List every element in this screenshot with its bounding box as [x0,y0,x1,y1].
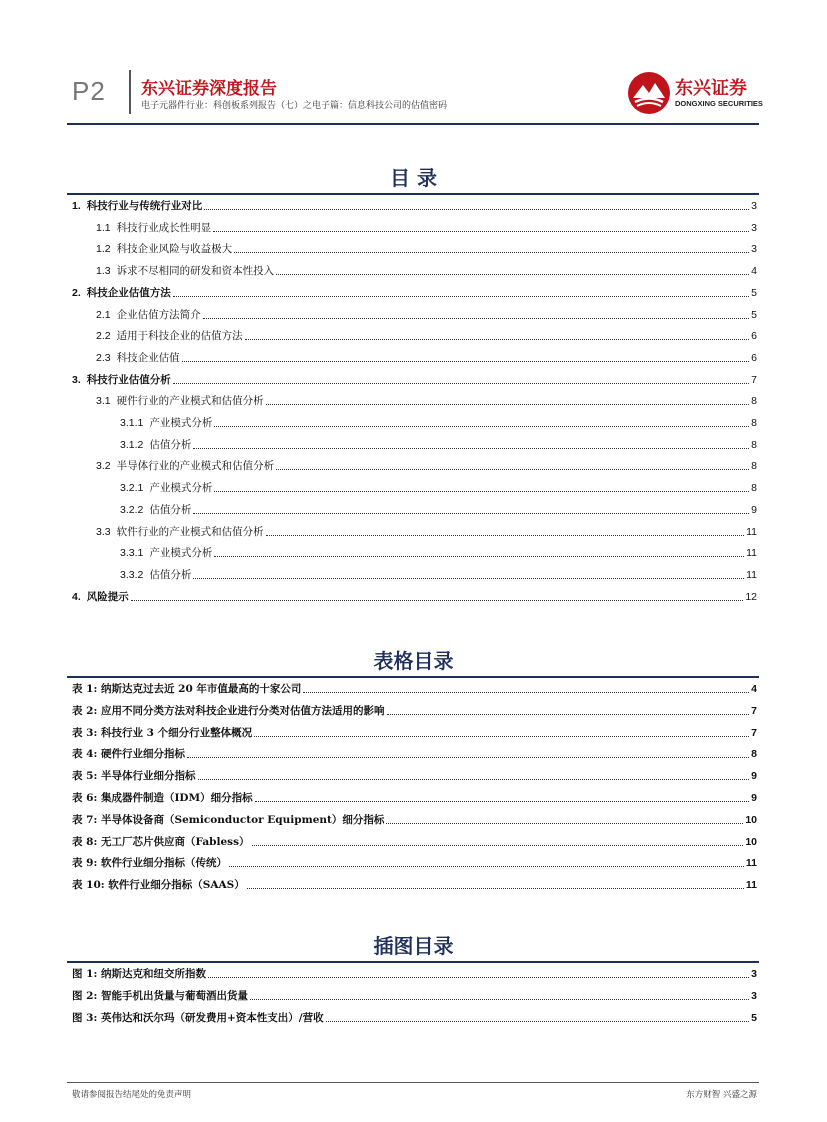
toc-entry-label: 科技企业风险与收益极大 [116,243,233,256]
dot-leader [255,800,750,802]
tables-toc-title: 表格目录 [373,649,454,673]
dot-leader [245,338,750,340]
footer-rule [67,1082,759,1083]
toc-entry-label: 企业估值方法简介 [116,308,201,321]
dot-leader [173,382,749,384]
toc-entry-page: 11 [746,525,757,538]
toc-entry-label: 硬件行业的产业模式和估值分析 [116,395,264,408]
toc-entry[interactable] [72,590,757,604]
toc-entry-page: 3 [751,221,757,234]
tables-toc-rule [67,676,759,678]
toc-entry-number: 3.2 [96,460,111,473]
toc-entry-label: 产业模式分析 [149,417,213,429]
table-list-entry[interactable] [72,704,757,718]
dot-leader [208,976,749,978]
dot-leader [203,317,750,319]
table-list-label: 表 7: 半导体设备商（Semiconductor Equipment）细分指标 [72,813,385,826]
table-list-page: 9 [751,770,757,783]
toc-entry-label: 估值分析 [149,568,192,581]
toc-entry-number: 3.3.2 [120,568,144,581]
table-list-entry[interactable] [72,726,757,740]
toc-entry[interactable] [72,373,757,387]
table-list-page: 7 [751,726,757,739]
toc-entry[interactable] [96,459,757,473]
toc-entry[interactable] [96,394,757,408]
toc-entry-number: 3.1 [96,395,111,408]
figure-list-page: 3 [751,989,757,1002]
footer-disclaimer: 敬请参阅报告结尾处的免责声明 [72,1090,192,1100]
toc-entry-label: 风险提示 [86,590,129,603]
figure-list-entry[interactable] [72,1011,757,1025]
dot-leader [131,599,744,601]
dot-leader [198,778,750,780]
toc-entry-number: 4. [72,590,81,603]
toc-entry-number: 3.2.2 [120,503,144,516]
figure-list-page: 5 [751,1011,757,1024]
figures-toc-rule [67,961,759,963]
toc-entry-label: 估值分析 [149,503,192,516]
dot-leader [214,490,749,492]
dot-leader [193,512,749,514]
table-list-label: 表 9: 软件行业细分指标（传统） [72,857,227,870]
toc-entry[interactable] [96,525,757,539]
table-list-entry[interactable] [72,856,757,870]
dot-leader [193,447,749,449]
figure-list-label: 图 3: 英伟达和沃尔玛（研发费用+资本性支出）/营收 [72,1011,324,1024]
toc-entry-label: 科技行业成长性明显 [116,221,212,234]
page-number: P2 [72,76,106,106]
dot-leader [247,887,744,889]
report-subtitle: 电子元器件行业：科创板系列报告（七）之电子篇：信息科技公司的估值密码 [141,101,448,111]
toc-entry-page: 11 [746,568,757,581]
toc-entry[interactable] [72,286,757,300]
dot-leader [204,208,749,210]
dot-leader [214,555,744,557]
toc-entry-page: 12 [745,590,757,603]
table-list-page: 7 [751,704,757,717]
table-list-label: 表 3: 科技行业 3 个细分行业整体概况 [72,726,253,739]
toc-entry[interactable] [96,308,757,322]
table-list-page: 10 [745,813,757,826]
toc-entry-page: 8 [751,417,757,429]
toc-entry-number: 3. [72,373,81,386]
dot-leader [276,468,749,470]
toc-entry-page: 5 [751,286,757,299]
table-list-label: 表 4: 硬件行业细分指标 [72,748,185,761]
dot-leader [266,403,750,405]
dot-leader [386,822,743,824]
toc-entry-page: 11 [746,547,757,560]
toc-entry-label: 诉求不尽相同的研发和资本性投入 [116,265,275,278]
dot-leader [252,844,744,846]
table-list-label: 表 1: 纳斯达克过去近 20 年市值最高的十家公司 [72,683,302,695]
table-list-label: 表 5: 半导体行业细分指标 [72,770,196,783]
table-list-label: 表 2: 应用不同分类方法对科技企业进行分类对估值方法适用的影响 [72,704,385,717]
logo-text-cn: 东兴证券 [675,78,747,99]
table-list-page: 8 [751,748,757,761]
footer-slogan: 东方财智 兴盛之源 [686,1090,757,1100]
toc-entry-label: 产业模式分析 [149,547,213,560]
header-divider [129,70,131,114]
table-list-entry[interactable] [72,813,757,827]
table-list-page: 11 [745,857,757,870]
toc-entry-number: 3.1.2 [120,438,144,451]
table-list-entry[interactable] [72,878,757,892]
toc-entry-label: 半导体行业的产业模式和估值分析 [116,460,275,473]
company-logo [627,70,767,116]
toc-entry-number: 1.2 [96,243,111,256]
dot-leader [173,295,749,297]
logo-mark-icon [627,71,671,115]
figure-list-label: 图 2: 智能手机出货量与葡萄酒出货量 [72,989,248,1002]
toc-entry[interactable] [72,199,757,213]
toc-entry-number: 2.2 [96,330,111,343]
dot-leader [250,998,749,1000]
dot-leader [276,273,749,275]
toc-entry[interactable] [120,438,757,452]
figure-list-entry[interactable] [72,967,757,981]
dot-leader [303,691,749,693]
table-list-label: 表 6: 集成器件制造（IDM）细分指标 [72,792,253,804]
toc-entry-number: 3.3.1 [120,547,144,560]
dot-leader [266,534,744,536]
header-rule [67,123,759,125]
toc-entry[interactable] [120,546,757,560]
toc-entry-number: 1. [72,200,81,212]
toc-entry-page: 9 [751,503,757,516]
toc-entry-page: 6 [751,351,757,364]
table-list-page: 11 [745,879,757,892]
table-list-page: 4 [751,683,757,695]
toc-entry[interactable] [96,329,757,343]
toc-entry-page: 3 [751,200,757,212]
toc-entry[interactable] [120,503,757,517]
toc-entry-page: 8 [751,438,757,451]
toc-entry-number: 3.2.1 [120,482,144,495]
toc-entry-label: 科技企业估值方法 [86,286,171,299]
toc-entry[interactable] [120,568,757,582]
table-list-page: 9 [751,792,757,804]
table-list-entry[interactable] [72,835,757,849]
toc-entry-number: 2. [72,286,81,299]
toc-entry-label: 产业模式分析 [149,482,213,495]
dot-leader [234,251,749,253]
toc-entry-label: 估值分析 [149,438,192,451]
toc-entry-label: 科技行业估值分析 [86,373,171,386]
toc-entry-label: 科技行业与传统行业对比 [86,200,203,212]
toc-entry-number: 2.1 [96,308,111,321]
toc-entry-page: 8 [751,395,757,408]
toc-entry-page: 4 [751,265,757,278]
toc-entry-number: 2.3 [96,351,111,364]
toc-entry-label: 适用于科技企业的估值方法 [116,330,243,343]
logo-text-en: DONGXING SECURITIES [675,99,763,108]
dot-leader [214,425,749,427]
table-list-page: 10 [745,835,757,848]
toc-entry-label: 软件行业的产业模式和估值分析 [116,525,264,538]
toc-entry-number: 1.1 [96,221,111,234]
figure-list-entry[interactable] [72,989,757,1003]
toc-entry[interactable] [96,221,757,235]
table-list-entry[interactable] [72,791,757,805]
toc-entry[interactable] [120,481,757,495]
report-title: 东兴证券深度报告 [141,79,277,99]
table-list-entry[interactable] [72,769,757,783]
toc-entry-number: 1.3 [96,265,111,278]
toc-entry-page: 8 [751,482,757,495]
toc-entry-page: 8 [751,460,757,473]
toc-rule [67,193,759,195]
toc-entry-page: 6 [751,330,757,343]
figure-list-label: 图 1: 纳斯达克和纽交所指数 [72,968,206,980]
table-list-entry[interactable] [72,682,757,696]
toc-entry[interactable] [120,416,757,430]
toc-entry-number: 3.3 [96,525,111,538]
dot-leader [254,735,749,737]
toc-title: 目 录 [390,166,437,190]
toc-entry-page: 7 [751,373,757,386]
table-list-label: 表 10: 软件行业细分指标（SAAS） [72,879,245,892]
toc-entry[interactable] [96,351,757,365]
table-list-entry[interactable] [72,747,757,761]
toc-entry[interactable] [96,242,757,256]
toc-entry[interactable] [96,264,757,278]
dot-leader [387,713,750,715]
toc-entry-page: 5 [751,308,757,321]
dot-leader [213,230,749,232]
table-list-label: 表 8: 无工厂芯片供应商（Fabless） [72,835,250,848]
dot-leader [182,360,750,362]
dot-leader [187,756,749,758]
dot-leader [193,577,744,579]
toc-entry-label: 科技企业估值 [116,351,180,364]
toc-entry-page: 3 [751,243,757,256]
toc-entry-number: 3.1.1 [120,417,144,429]
dot-leader [229,865,744,867]
figures-toc-title: 插图目录 [373,934,454,958]
figure-list-page: 3 [751,968,757,980]
dot-leader [326,1020,750,1022]
